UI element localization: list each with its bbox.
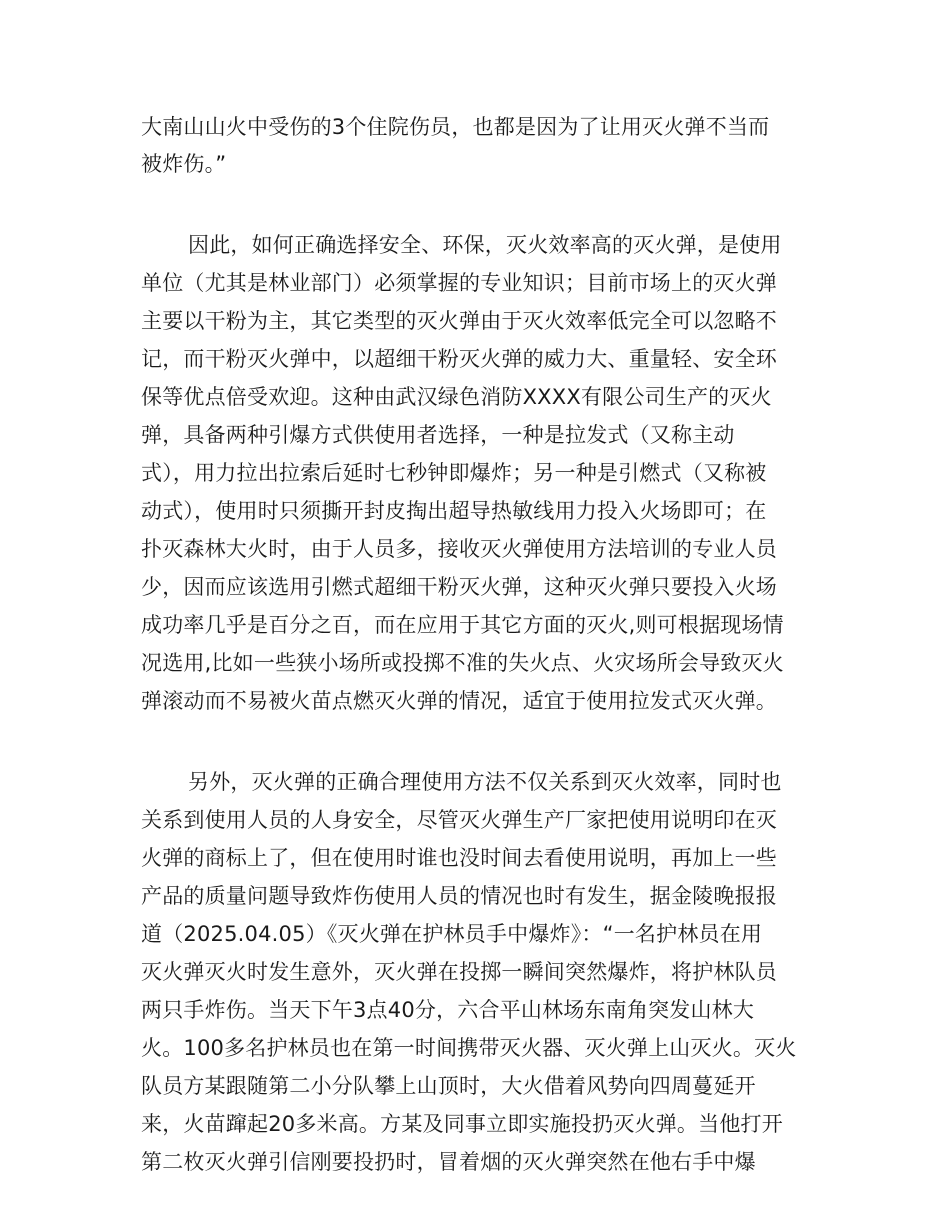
text-line: 关系到使用人员的人身安全，尽管灭火弹生产厂家把使用说明印在灭 (141, 808, 777, 832)
text-line: 况选用,比如一些狭小场所或投掷不准的失火点、火灾场所会导致灭火 (141, 651, 784, 675)
text-line: 另外，灭火弹的正确合理使用方法不仅关系到灭火效率，同时也 (188, 770, 782, 794)
text-line: 道（2025.04.05）《灭火弹在护林员手中爆炸》：“一名护林员在用 (141, 922, 763, 946)
text-line: 队员方某跟随第二小分队攀上山顶时，大火借着风势向四周蔓延开 (141, 1074, 756, 1098)
text-line: 弹滚动而不易被火苗点燃灭火弹的情况，适宜于使用拉发式灭火弹。 (141, 689, 777, 713)
text-line: 来，火苗蹿起20多米高。方某及同事立即实施投扔灭火弹。当他打开 (141, 1112, 783, 1136)
text-line: 成功率几乎是百分之百，而在应用于其它方面的灭火,则可根据现场情 (141, 613, 784, 637)
text-line: 两只手炸伤。当天下午3点40分，六合平山林场东南角突发山林大 (141, 998, 755, 1022)
text-line: 因此，如何正确选择安全、环保，灭火效率高的灭火弹，是使用 (188, 233, 782, 257)
text-line: 火。100多名护林员也在第一时间携带灭火器、灭火弹上山灭火。灭火 (141, 1036, 797, 1060)
text-line: 式），用力拉出拉索后延时七秒钟即爆炸；另一种是引燃式（又称被 (141, 461, 767, 485)
text-line: 少，因而应该选用引燃式超细干粉灭火弹，这种灭火弹只要投入火场 (141, 575, 777, 599)
text-line: 主要以干粉为主，其它类型的灭火弹由于灭火效率低完全可以忽略不 (141, 309, 777, 333)
text-line: 被炸伤。” (141, 152, 227, 176)
text-line: 动式），使用时只须撕开封皮掏出超导热敏线用力投入火场即可；在 (141, 499, 767, 523)
text-line: 记，而干粉灭火弹中，以超细干粉灭火弹的威力大、重量轻、安全环 (141, 347, 777, 371)
text-line: 第二枚灭火弹引信刚要投扔时，冒着烟的灭火弹突然在他右手中爆 (141, 1150, 756, 1174)
text-line: 保等优点倍受欢迎。这种由武汉绿色消防XXXX有限公司生产的灭火 (141, 385, 772, 409)
text-line: 扑灭森林大火时，由于人员多，接收灭火弹使用方法培训的专业人员 (141, 537, 777, 561)
text-line: 火弹的商标上了，但在使用时谁也没时间去看使用说明，再加上一些 (141, 846, 777, 870)
text-line: 大南山山火中受伤的3个住院伤员，也都是因为了让用灭火弹不当而 (141, 115, 770, 139)
text-line: 弹，具备两种引爆方式供使用者选择，一种是拉发式（又称主动 (141, 423, 735, 447)
text-line: 灭火弹灭火时发生意外，灭火弹在投掷一瞬间突然爆炸，将护林队员 (141, 960, 777, 984)
text-line: 产品的质量问题导致炸伤使用人员的情况也时有发生，据金陵晚报报 (141, 884, 777, 908)
text-line: 单位（尤其是林业部门）必须掌握的专业知识；目前市场上的灭火弹 (141, 271, 777, 295)
